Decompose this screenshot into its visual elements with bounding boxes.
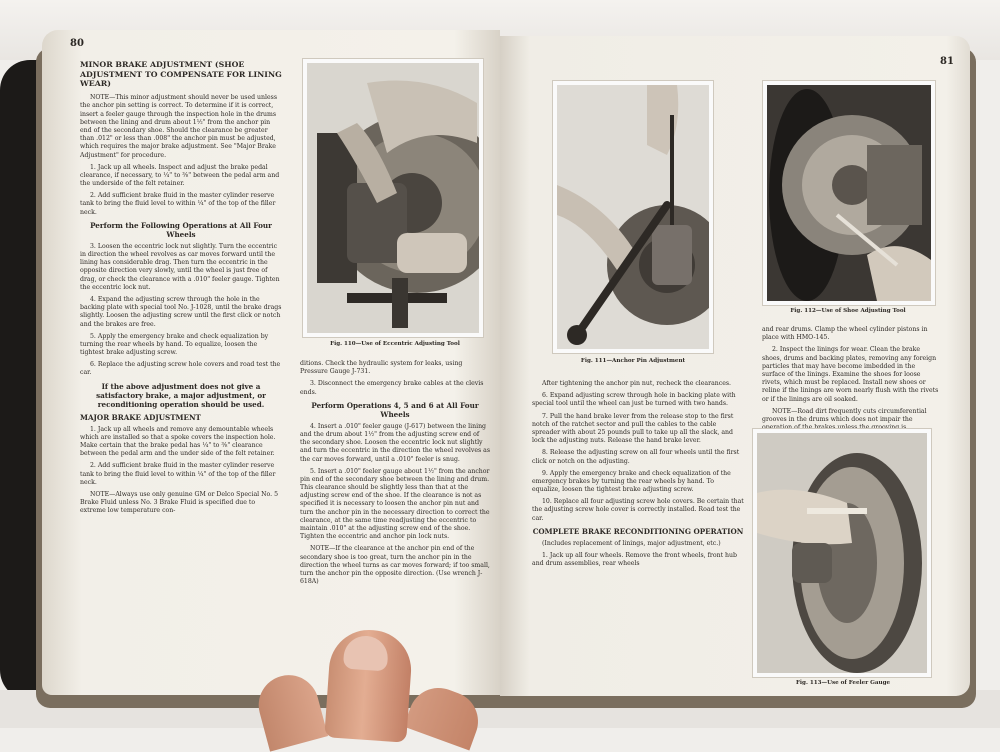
paragraph: 1. Jack up all wheels. Inspect and adjust the brake pedal clearance, if necessary, to ¼" to ⅜" between the pedal arm and the underside of the felt retainer. [80, 163, 280, 188]
section-heading: MINOR BRAKE ADJUSTMENT (SHOE ADJUSTMENT TO COMPENSATE FOR LINING WEAR) [80, 60, 282, 89]
figure-113-caption: Fig. 113—Use of Feeler Gauge [795, 680, 891, 686]
left-page [42, 30, 500, 695]
paragraph: 2. Inspect the linings for wear. Clean the brake shoes, drums and backing plates, removing any foreign particles that may have become imbedded in the surface of the linings. Examine the shoes for loose rivets, which must be replaced. Install new shoes or reline if the linings are worn nearly flush with the rivets or if the linings are oil soaked. [762, 346, 939, 403]
paragraph: ditions. Check the hydraulic system for leaks, using Pressure Gauge J-731. [300, 360, 463, 376]
figure-112-photo [767, 85, 931, 301]
figure-110-caption: Fig. 110—Use of Eccentric Adjusting Tool [330, 341, 460, 347]
right-column-2 [762, 326, 940, 436]
figure-110-photo [307, 63, 479, 333]
page-number: 80 [70, 38, 84, 49]
right-column-1 [532, 380, 744, 572]
paragraph: 3. Disconnect the emergency brake cables at the clevis ends. [300, 380, 484, 396]
paragraph: 1. Jack up all four wheels. Remove the front wheels, front hub and drum assemblies, rear wheels [532, 552, 737, 568]
subheading: COMPLETE BRAKE RECONDITIONING OPERATION [532, 526, 744, 536]
figure-112 [762, 80, 936, 306]
paragraph: 5. Insert a .010" feeler gauge about 1½" from the anchor pin end of the secondary shoe between the lining and drum. This clearance should be slightly less than that at the adjusting screw end of the shoe. If the clearance is not as specified it is necessary to loosen the anchor pin nut and turn the anchor pin in the necessary direction to correct the clearance, at the same time readjusting the eccentric to maintain .010" at the adjusting screw end of the shoe. Tighten the eccentric and anchor pin lock nuts. [300, 467, 490, 541]
subheading: Perform Operations 4, 5 and 6 at All Four Wheels [311, 400, 479, 419]
right-page [500, 36, 970, 696]
paragraph: (Includes replacement of linings, major adjustment, etc.) [542, 539, 721, 547]
paragraph: and rear drums. Clamp the wheel cylinder pistons in place with HMO-145. [762, 326, 928, 342]
paragraph: 2. Add sufficient brake fluid in the master cylinder reserve tank to bring the fluid level to within ¼" of the top of the filler neck. [80, 462, 276, 486]
subheading: If the above adjustment does not give a satisfactory brake, a major adjustment, or reconditioning operation should be used. [96, 381, 266, 409]
figure-111 [552, 80, 714, 354]
paragraph: 3. Loosen the eccentric lock nut slightly. Turn the eccentric in direction the wheel revolves as car moves forward until the lining has considerable drag. Then turn the eccentric in the opposite direction very slowly, until the wheel is just free of drag, or check the clearance with a .010" feeler gauge. Tighten the eccentric lock nut. [80, 242, 280, 291]
paragraph: NOTE—This minor adjustment should never be used unless the anchor pin setting is correct. To determine if it is correct, insert a feeler gauge through the inspection hole in the drums between the lining and drum about 1½" from the anchor pin end of the secondary shoe. Should the clearance be greater than .012" or less than .008" the anchor pin must be adjusted, which requires the major brake adjustment. See "Major Brake Adjustment" for procedure. [80, 94, 278, 159]
paragraph: 9. Apply the emergency brake and check equalization of the emergency brakes by turning the rear wheels by hand. To equalize, loosen the tightest brake adjusting screw. [532, 469, 731, 494]
paragraph: 4. Expand the adjusting screw through the hole in the backing plate with special tool No. J-1028, until the brake drags slightly. Loosen the adjusting screw until the first click or notch and the brakes are free. [80, 295, 282, 328]
paragraph: NOTE—Road dirt frequently cuts circumferential grooves in the drums which does not impair the [762, 407, 927, 423]
paragraph: 7. Pull the hand brake lever from the release stop to the first notch of the ratchet sector and pull the cables to the cable spreader with about 25 pounds pull to take up all the slack, and lock the adjusting nuts. Release the hand brake lever. [532, 412, 734, 445]
paragraph: NOTE—Always use only genuine GM or Delco Special No. 5 Brake Fluid unless No. 3 Brake Fluid is specified due to extreme low temperature con- [80, 490, 279, 515]
left-column-1 [80, 60, 282, 520]
figure-112-caption: Fig. 112—Use of Shoe Adjusting Tool [790, 308, 906, 314]
paragraph: 2. Add sufficient brake fluid in the master cylinder reserve tank to bring the fluid level to within ¼" of the top of the filler neck. [80, 192, 276, 216]
figure-113 [752, 428, 932, 678]
paragraph: 5. Apply the emergency brake and check equalization by turning the rear wheels by hand. To equalize, loosen the tightest brake adjusting screw. [80, 332, 269, 357]
page-number: 81 [940, 56, 954, 67]
paragraph: 10. Replace all four adjusting screw hole covers. Be certain that the adjusting screw hole cover is correctly installed. Road test the car. [532, 498, 744, 522]
paragraph: NOTE—If the clearance at the anchor pin end of the secondary shoe is too great, turn the anchor pin in the direction the wheel turns as car moves forward; if too small, turn the anchor pin the opposite direction. (Use wrench J-618A) [300, 545, 490, 586]
figure-111-photo [557, 85, 709, 349]
subheading: Perform the Following Operations at All Four Wheels [90, 220, 272, 239]
subheading: MAJOR BRAKE ADJUSTMENT [80, 412, 201, 422]
paragraph: 1. Jack up all wheels and remove any demountable wheels which are installed so that a spoke covers the inspection hole. Make certain that the brake pedal has ¼" to ⅜" clearance between the pedal arm and the under side of the felt retainer. [80, 425, 276, 458]
figure-110 [302, 58, 484, 338]
paragraph: 4. Insert a .010" feeler gauge (J-617) between the lining and the drum about 1½" from the adjusting screw end of the secondary shoe. Loosen the eccentric lock nut slightly and turn the eccentric in the direction the wheel revolves as the car moves forward, until a .010" feeler is snug. [300, 422, 491, 463]
paragraph: 8. Release the adjusting screw on all four wheels until the first click or notch on the adjusting. [532, 449, 740, 465]
figure-111-caption: Fig. 111—Anchor Pin Adjustment [580, 358, 686, 364]
paragraph: 6. Replace the adjusting screw hole covers and road test the car. [80, 361, 281, 377]
paragraph: After tightening the anchor pin nut, recheck the clearances. [542, 380, 732, 387]
figure-113-photo [757, 433, 927, 673]
paragraph: 6. Expand adjusting screw through hole in backing plate with special tool until the wheel can just be turned with two hands. [532, 392, 736, 408]
left-column-2 [300, 360, 490, 590]
